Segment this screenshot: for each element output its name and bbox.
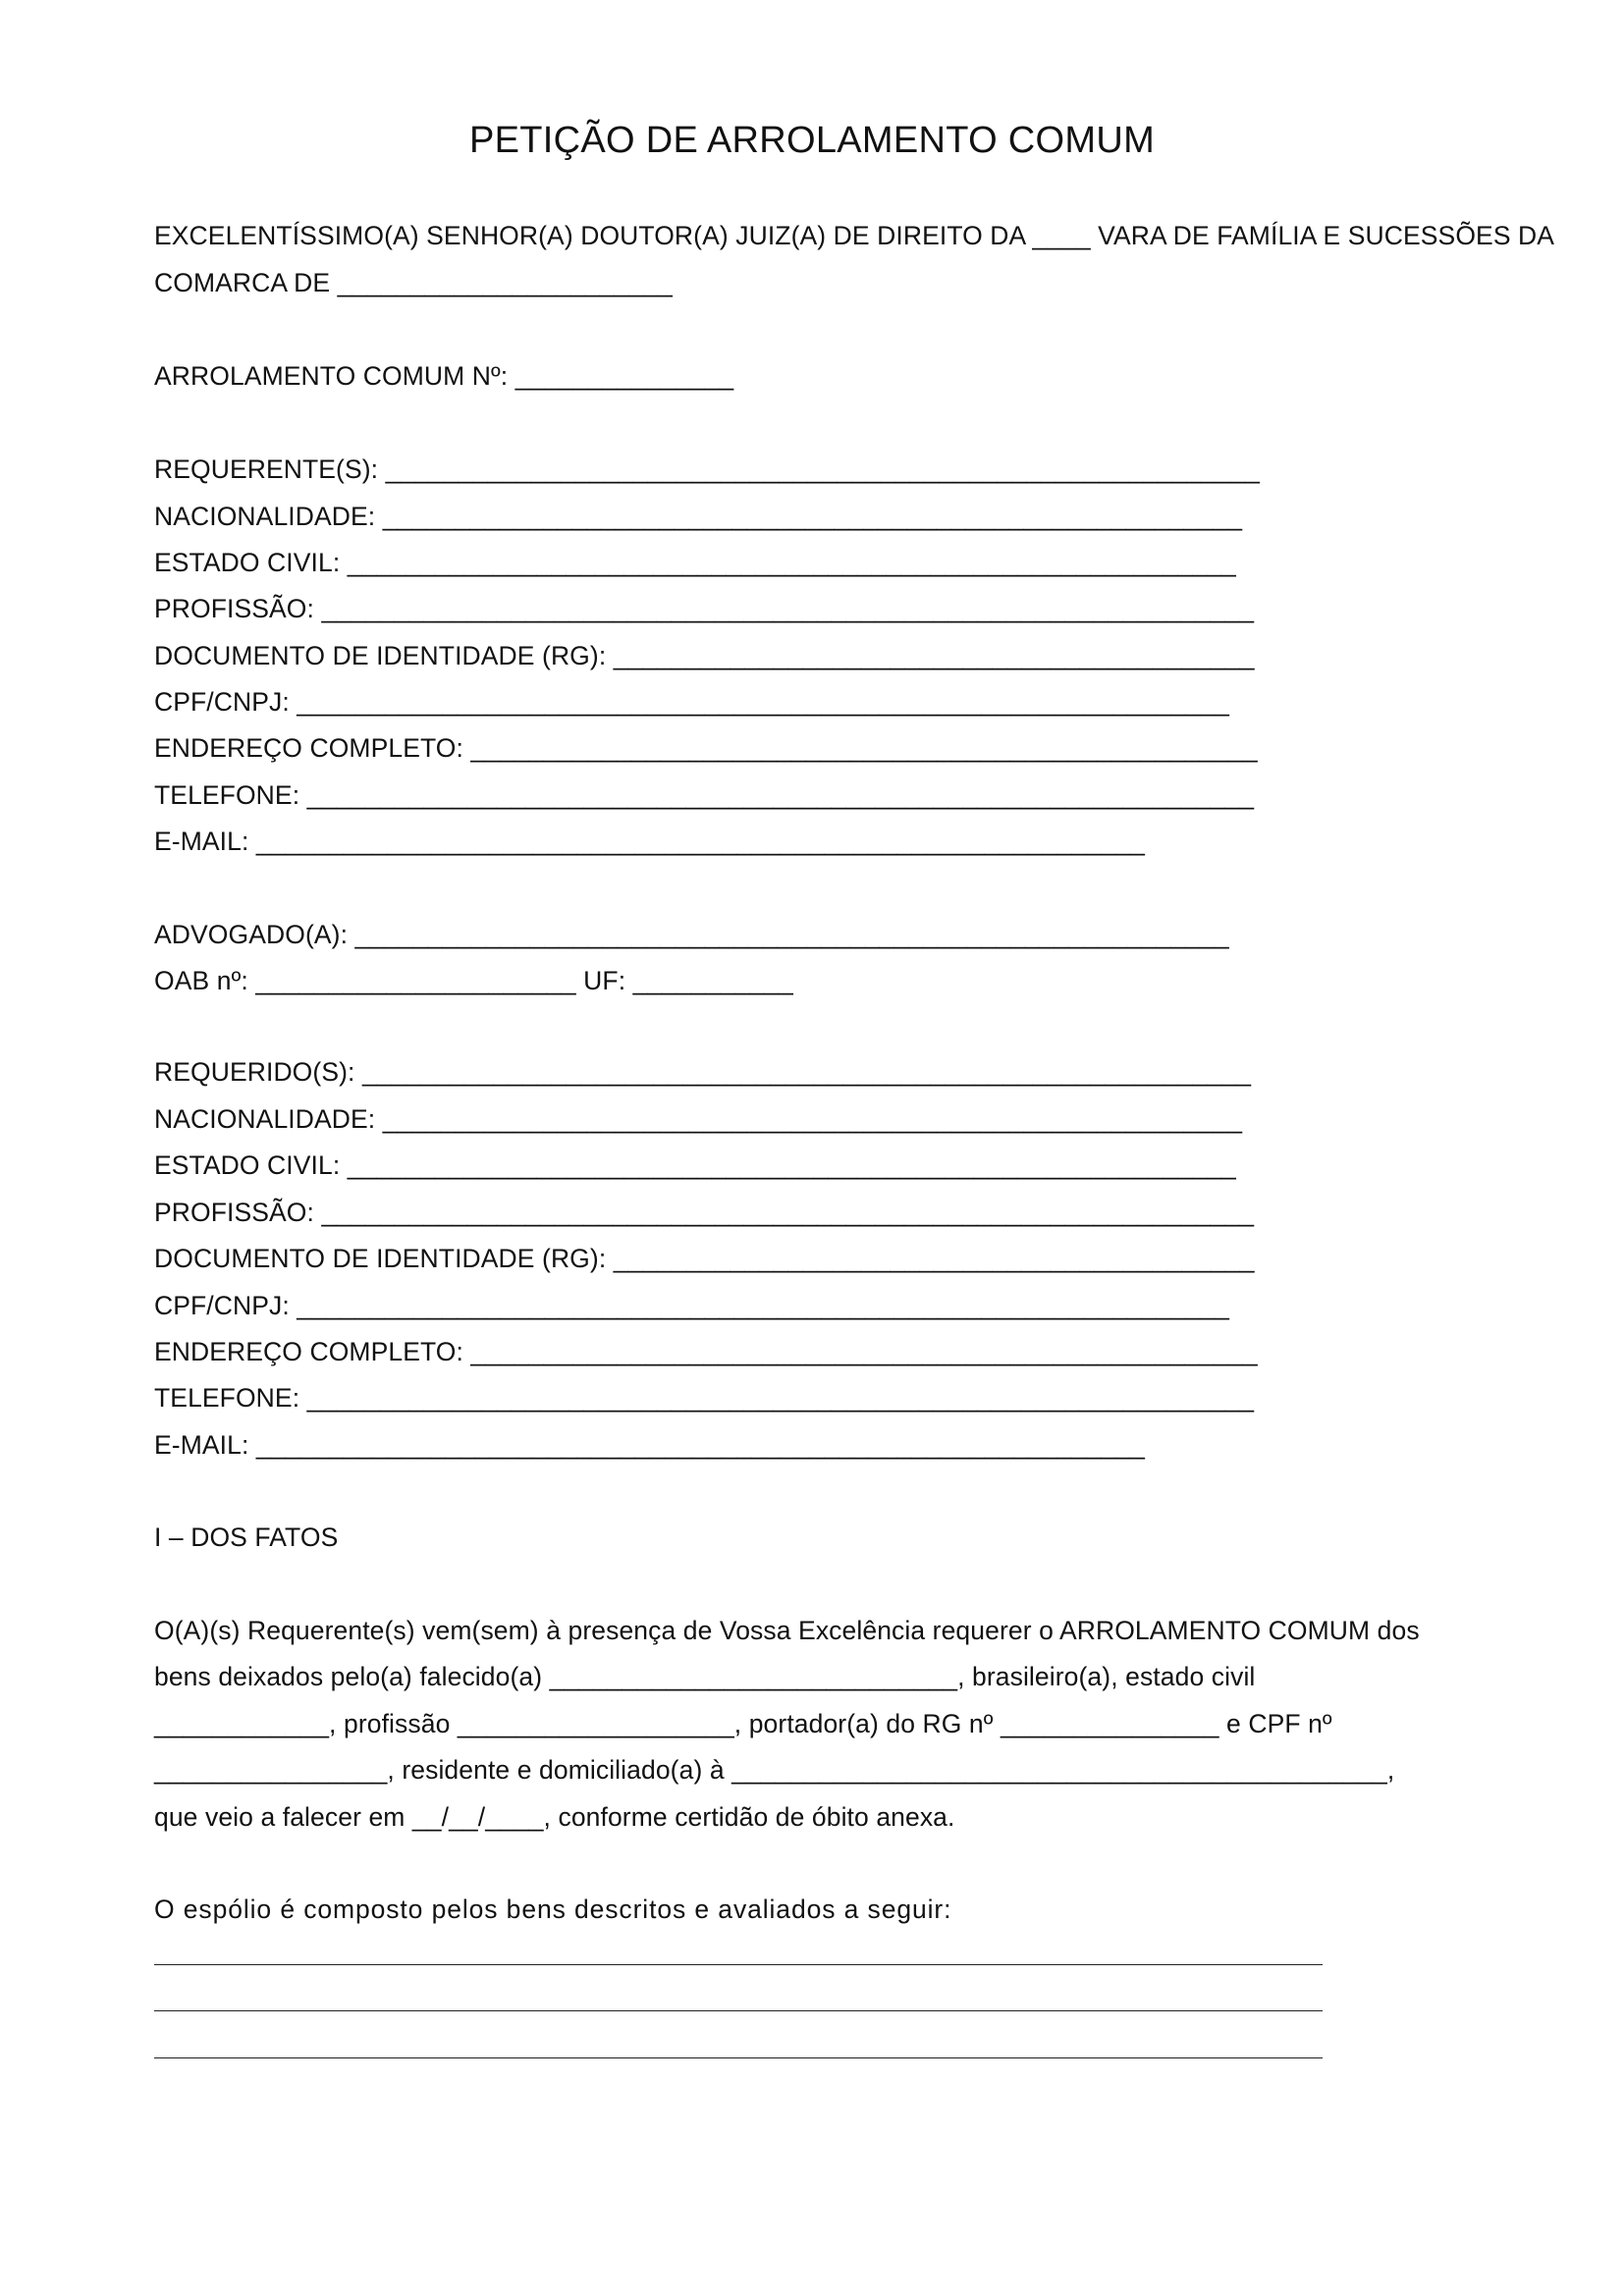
facts-paragraph-line: ________________, residente e domiciliado(a) à _____________________________________________, <box>154 1755 1395 1785</box>
applicant-name-field: REQUERENTE(S): ____________________________________________________________ <box>154 454 1260 484</box>
estate-intro-text: O espólio é composto pelos bens descritos e avaliados a seguir: <box>154 1895 952 1924</box>
applicant-phone-field: TELEFONE: _________________________________________________________________ <box>154 780 1255 810</box>
section-facts-heading: I – DOS FATOS <box>154 1522 339 1552</box>
lawyer-oab-field: OAB nº: ______________________ UF: ___________ <box>154 966 793 995</box>
facts-paragraph-line: O(A)(s) Requerente(s) vem(sem) à presença de Vossa Excelência requerer o ARROLAMENTO COMUM dos <box>154 1616 1420 1645</box>
respondent-rg-field: DOCUMENTO DE IDENTIDADE (RG): ____________________________________________ <box>154 1244 1255 1273</box>
respondent-email-field: E-MAIL: _____________________________________________________________ <box>154 1430 1145 1460</box>
respondent-phone-field: TELEFONE: _________________________________________________________________ <box>154 1383 1255 1413</box>
document-title: PETIÇÃO DE ARROLAMENTO COMUM <box>468 120 1156 161</box>
respondent-profession-field: PROFISSÃO: ________________________________________________________________ <box>154 1198 1255 1227</box>
estate-blank-line <box>154 1964 1323 1965</box>
applicant-profession-field: PROFISSÃO: ________________________________________________________________ <box>154 594 1255 623</box>
case-number-field: ARROLAMENTO COMUM Nº: _______________ <box>154 361 734 391</box>
respondent-cpf-cnpj-field: CPF/CNPJ: ________________________________________________________________ <box>154 1291 1229 1320</box>
facts-paragraph-line: ____________, profissão ___________________, portador(a) do RG nº _______________ e CPF nº <box>154 1709 1332 1738</box>
court-address-line-1: EXCELENTÍSSIMO(A) SENHOR(A) DOUTOR(A) JUIZ(A) DE DIREITO DA ____ VARA DE FAMÍLIA E SUCESSÕES DA <box>154 221 1555 250</box>
applicant-cpf-cnpj-field: CPF/CNPJ: ________________________________________________________________ <box>154 687 1229 717</box>
applicant-marital-status-field: ESTADO CIVIL: _____________________________________________________________ <box>154 548 1236 577</box>
lawyer-name-field: ADVOGADO(A): ____________________________________________________________ <box>154 920 1229 949</box>
respondent-marital-status-field: ESTADO CIVIL: _____________________________________________________________ <box>154 1150 1236 1180</box>
estate-blank-line <box>154 2010 1323 2011</box>
court-address-line-2: COMARCA DE _______________________ <box>154 268 673 297</box>
applicant-rg-field: DOCUMENTO DE IDENTIDADE (RG): ____________________________________________ <box>154 641 1255 670</box>
respondent-address-field: ENDEREÇO COMPLETO: ______________________________________________________ <box>154 1337 1258 1366</box>
respondent-nationality-field: NACIONALIDADE: ___________________________________________________________ <box>154 1104 1243 1134</box>
facts-paragraph-line: que veio a falecer em __/__/____, conforme certidão de óbito anexa. <box>154 1802 955 1832</box>
facts-paragraph-line: bens deixados pelo(a) falecido(a) ____________________________, brasileiro(a), estado civil <box>154 1662 1256 1691</box>
applicant-address-field: ENDEREÇO COMPLETO: ______________________________________________________ <box>154 733 1258 763</box>
applicant-nationality-field: NACIONALIDADE: ___________________________________________________________ <box>154 502 1243 531</box>
applicant-email-field: E-MAIL: _____________________________________________________________ <box>154 827 1145 856</box>
estate-blank-line <box>154 2057 1323 2058</box>
respondent-name-field: REQUERIDO(S): _____________________________________________________________ <box>154 1057 1252 1087</box>
